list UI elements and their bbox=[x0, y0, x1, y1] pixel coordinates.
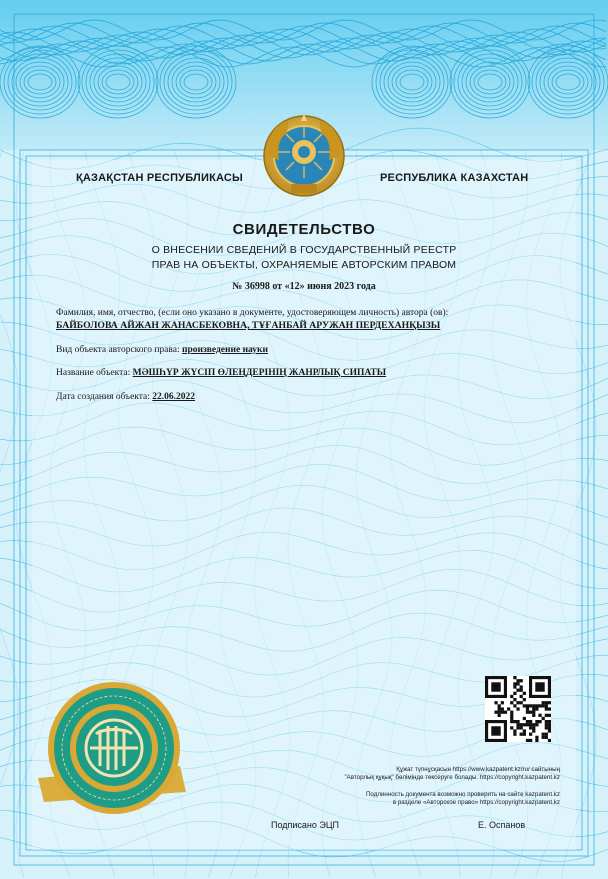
signer-name: Е. Оспанов bbox=[478, 820, 526, 830]
header-left: ҚАЗАҚСТАН РЕСПУБЛИКАСЫ bbox=[76, 172, 243, 184]
qr-code-icon bbox=[485, 676, 551, 742]
verify-ru-line-1: Подлинность документа возможно проверить на сайте kazpatent.kz bbox=[365, 791, 560, 798]
object-type-field bbox=[56, 345, 268, 355]
creation-date-value: 22.06.2022 bbox=[152, 392, 196, 402]
header-right: РЕСПУБЛИКА КАЗАХСТАН bbox=[380, 172, 529, 184]
subtitle-line-2: ПРАВ НА ОБЪЕКТЫ, ОХРАНЯЕМЫЕ АВТОРСКИМ ПРАВОМ bbox=[151, 259, 457, 271]
object-name-value: МӘШҺҮР ЖҮСІП ӨЛЕҢДЕРІНІҢ ЖАНРЛЫҚ СИПАТЫ bbox=[132, 368, 387, 378]
creation-date-label: Дата создания объекта: bbox=[56, 392, 150, 402]
object-name-label: Название объекта: bbox=[56, 368, 131, 378]
verify-ru-line-2: в разделе «Авторское право» https://copyright.kazpatent.kz bbox=[392, 799, 560, 806]
creation-date-field bbox=[56, 392, 195, 402]
object-name-field bbox=[56, 368, 386, 378]
authors-label: Фамилия, имя, отчество, (если оно указано в документе, удостоверяющем личность) автора (ов): bbox=[56, 308, 449, 318]
authors-value: БАЙБОЛОВА АЙЖАН ЖАНАСБЕКОВНА, ТҰҒАНБАЙ АРУЖАН ПЕРДЕХАНҚЫЗЫ bbox=[56, 320, 441, 331]
signed-ecp: Подписано ЭЦП bbox=[271, 820, 340, 830]
object-type-label: Вид объекта авторского права: bbox=[56, 345, 180, 355]
verify-kz-line-1: Құжат түпнұсқасын https://www.kazpatent.kz/ru/ сайтының bbox=[396, 766, 560, 773]
object-type-value: произведение науки bbox=[181, 345, 269, 355]
official-seal-icon bbox=[30, 670, 192, 830]
verify-kz-line-2: "Авторлық құқық" бөлімінде тексеруге болады. https://copyright.kazpatent.kz bbox=[344, 774, 560, 781]
subtitle-line-1: О ВНЕСЕНИИ СВЕДЕНИЙ В ГОСУДАРСТВЕННЫЙ РЕЕСТР bbox=[151, 244, 457, 256]
certificate-number: № 36998 от «12» июня 2023 года bbox=[232, 281, 376, 292]
document-title: СВИДЕТЕЛЬСТВО bbox=[232, 221, 376, 238]
state-emblem-icon bbox=[259, 112, 349, 200]
